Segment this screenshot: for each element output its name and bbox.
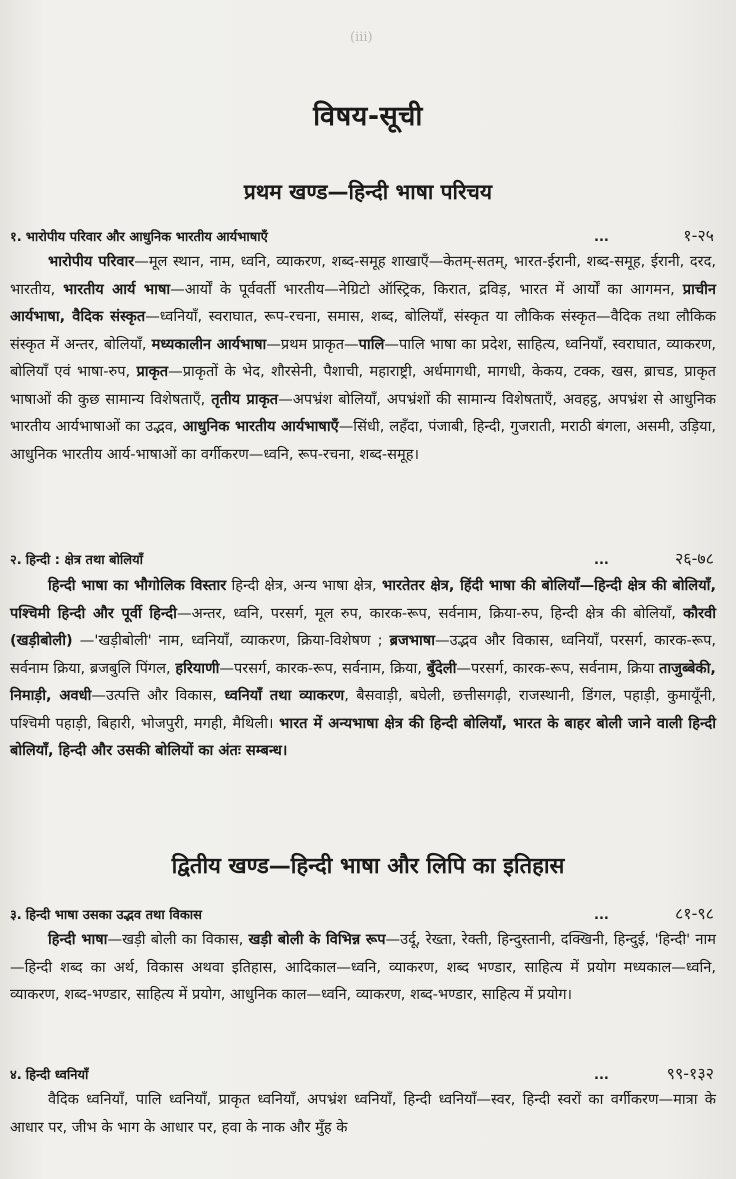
- bold-topic: ताजुब्बेकी, निमाड़ी, अवधी: [10, 659, 716, 704]
- bold-topic: भारतीय आर्य भाषा: [63, 280, 171, 298]
- chapter-3-contents: [10, 926, 716, 1009]
- topic-text: —उद्भव और विकास, ध्वनियाँ, परसर्ग, कारक-रूप, सर्वनाम क्रिया, ब्रजबुलि पिंगल,: [10, 632, 716, 677]
- topic-text: —प्राकृतों के भेद, शौरसेनी, पैशाची, महाराष्ट्री, अर्धमागधी, मागधी, केकय, टक्क, खस, ब्राचड, प्राकृत भाषाओं की कुछ सामान्य विशेषताएँ,: [10, 363, 716, 408]
- leader-dots: ...: [594, 553, 609, 568]
- page-range: १-२५: [683, 226, 714, 245]
- topic-text: —परसर्ग, कारक-रूप, सर्वनाम, क्रिया: [456, 659, 660, 677]
- chapter-1-contents: [10, 248, 716, 468]
- bold-topic: बुँदेली: [426, 659, 457, 677]
- topic-text: —मूल स्थान, नाम, ध्वनि, व्याकरण, शब्द-समूह शाखाएँ—केतम्-सतम्, भारत-ईरानी, शब्द-समूह, ईरानी, दरद, भारतीय,: [10, 253, 716, 298]
- page-range: ९९-१३२: [666, 1064, 714, 1083]
- page-range: २६-७८: [674, 549, 714, 568]
- chapter-4-contents: [10, 1086, 716, 1141]
- leader-dots: ...: [594, 230, 609, 245]
- topic-text: हिन्दी क्षेत्र, अन्य भाषा क्षेत्र,: [226, 577, 382, 594]
- bold-topic: आधुनिक भारतीय आर्यभाषाएँ: [182, 418, 339, 435]
- chapter-number: ३.: [10, 908, 22, 923]
- page-number: (iii): [350, 30, 373, 45]
- bold-topic: मध्यकालीन आर्यभाषा: [151, 335, 267, 353]
- topic-text: —पालि भाषा का प्रदेश, साहित्य, ध्वनियाँ, स्वराघात, व्याकरण, बोलियाँ एवं भाषा-रुप,: [10, 335, 717, 380]
- topic-text: —अपभ्रंश बोलियाँ, अपभ्रंशों की सामान्य विशेषताएँ, अवहट्ठ, अपभ्रंश से आधुनिक भारतीय आर्यभाषाओं का उद्भव,: [10, 390, 716, 435]
- bold-topic: हिन्दी भाषा: [48, 931, 108, 948]
- bold-topic: ब्रजभाषा: [389, 632, 436, 649]
- bold-topic: भारत में अन्यभाषा क्षेत्र की हिन्दी बोलियाँ, भारत के बाहर बोली जाने वाली हिन्दी बोलियाँ, हिन्दी और उसकी बोलियों का अंतः सम्बन्ध।: [10, 714, 716, 759]
- topic-text: —आर्यों के पूर्ववर्ती भारतीय—नेग्रिटो ऑस्ट्रिक, किरात, द्रविड़, भारत में आर्यों का आगमन,: [170, 280, 683, 298]
- part2-heading: द्वितीय खण्ड—हिन्दी भाषा और लिपि का इतिहास: [171, 854, 565, 879]
- bold-topic: प्राचीन आर्यभाषा, वैदिक संस्कृत: [10, 280, 716, 325]
- chapter-3-heading: [10, 902, 714, 924]
- chapter-1-heading: [10, 224, 714, 246]
- topic-text: —प्रथम प्राकृत—: [266, 335, 359, 353]
- topic-text: —परसर्ग, कारक-रूप, सर्वनाम, क्रिया,: [219, 659, 427, 677]
- bold-topic: भारतेतर क्षेत्र, हिंदी भाषा की बोलियाँ—हिन्दी क्षेत्र की बोलियाँ, पश्चिमी हिन्दी और पूर्वी हिन्दी: [10, 577, 716, 622]
- page-title: विषय-सूची: [313, 101, 423, 132]
- topic-text: —खड़ी बोली का विकास,: [107, 931, 249, 948]
- leader-dots: ...: [594, 908, 609, 923]
- page-range: ८१-९८: [674, 904, 714, 923]
- chapter-title: भारोपीय परिवार और आधुनिक भारतीय आर्यभाषाएँ: [25, 230, 268, 245]
- bold-topic: भारोपीय परिवार: [48, 253, 135, 270]
- bold-topic: कौरवी (खड़ीबोली): [10, 604, 716, 649]
- chapter-2-heading: [10, 547, 714, 569]
- topic-text: —ध्वनियाँ, स्वराघात, रूप-रचना, समास, शब्द, बोलियाँ, संस्कृत या लौकिक संस्कृत—वैदिक तथा लौकिक संस्कृत में अन्तर, बोलियाँ,: [10, 308, 716, 353]
- topic-text: —'खड़ीबोली' नाम, ध्वनियाँ, व्याकरण, क्रिया-विशेषण ;: [72, 632, 390, 649]
- bold-topic: तृतीय प्राकृत: [211, 390, 279, 408]
- chapter-title: हिन्दी ध्वनियाँ: [25, 1068, 89, 1083]
- bold-topic: खड़ी बोली के विभिन्न रूप: [248, 931, 386, 948]
- chapter-title: हिन्दी भाषा उसका उद्भव तथा विकास: [25, 908, 202, 923]
- topic-text: , बैसवाड़ी, बघेली, छत्तीसगढ़ी, राजस्थानी, डिंगल, पहाड़ी, कुमायूँनी, पश्चिमी पहाड़ी, बिहारी, भोजपुरी, मगही, मैथिली।: [10, 687, 716, 732]
- bold-topic: हिन्दी भाषा का भौगोलिक विस्तार: [48, 577, 227, 594]
- topic-text: —सिंधी, लहँदा, पंजाबी, हिन्दी, गुजराती, मराठी बंगला, असमी, उड़िया, आधुनिक भारतीय आर्य-भाषाओं का वर्गीकरण—ध्वनि, रूप-रचना, शब्द-समूह।: [10, 418, 716, 463]
- bold-topic: ध्वनियाँ तथा व्याकरण: [224, 687, 345, 704]
- part1-heading: प्रथम खण्ड—हिन्दी भाषा परिचय: [243, 180, 493, 204]
- chapter-number: १.: [10, 230, 22, 245]
- bold-topic: प्राकृत: [136, 363, 169, 380]
- chapter-2-contents: [10, 572, 716, 765]
- chapter-title: हिन्दी : क्षेत्र तथा बोलियाँ: [25, 553, 144, 568]
- leader-dots: ...: [594, 1068, 609, 1083]
- chapter-number: ४.: [10, 1068, 22, 1083]
- topic-text: —अन्तर, ध्वनि, परसर्ग, मूल रुप, कारक-रूप, सर्वनाम, क्रिया-रुप, हिन्दी क्षेत्र की बोलियाँ,: [176, 604, 684, 622]
- chapter-4-heading: [10, 1062, 714, 1084]
- topic-text: —उर्दू, रेख्ता, रेक्ती, हिन्दुस्तानी, दक्खिनी, हिन्दुई, 'हिन्दी' नाम—हिन्दी शब्द का अर्थ, विकास अथवा इतिहास, आदिकाल—ध्वनि, व्याकरण, शब्द भण्डार, साहित्य में प्रयोग मध्यकाल—ध्वनि, व्याकरण, शब्द-भण्डार, साहित्य में प्रयोग, आधुनिक काल—ध्वनि, व्याकरण, शब्द-भण्डार, साहित्य में प्रयोग।: [10, 931, 716, 1003]
- bold-topic: हरियाणी: [175, 659, 220, 677]
- bold-topic: पालि: [358, 335, 385, 353]
- topic-text: वैदिक ध्वनियाँ, पालि ध्वनियाँ, प्राकृत ध्वनियाँ, अपभ्रंश ध्वनियाँ, हिन्दी ध्वनियाँ—स्वर, हिन्दी स्वरों का वर्गीकरण—मात्रा के आधार पर, जीभ के भाग के आधार पर, हवा के नाक और मुँह के: [10, 1091, 716, 1136]
- chapter-number: २.: [10, 553, 22, 568]
- topic-text: —उत्पत्ति और विकास,: [91, 687, 225, 704]
